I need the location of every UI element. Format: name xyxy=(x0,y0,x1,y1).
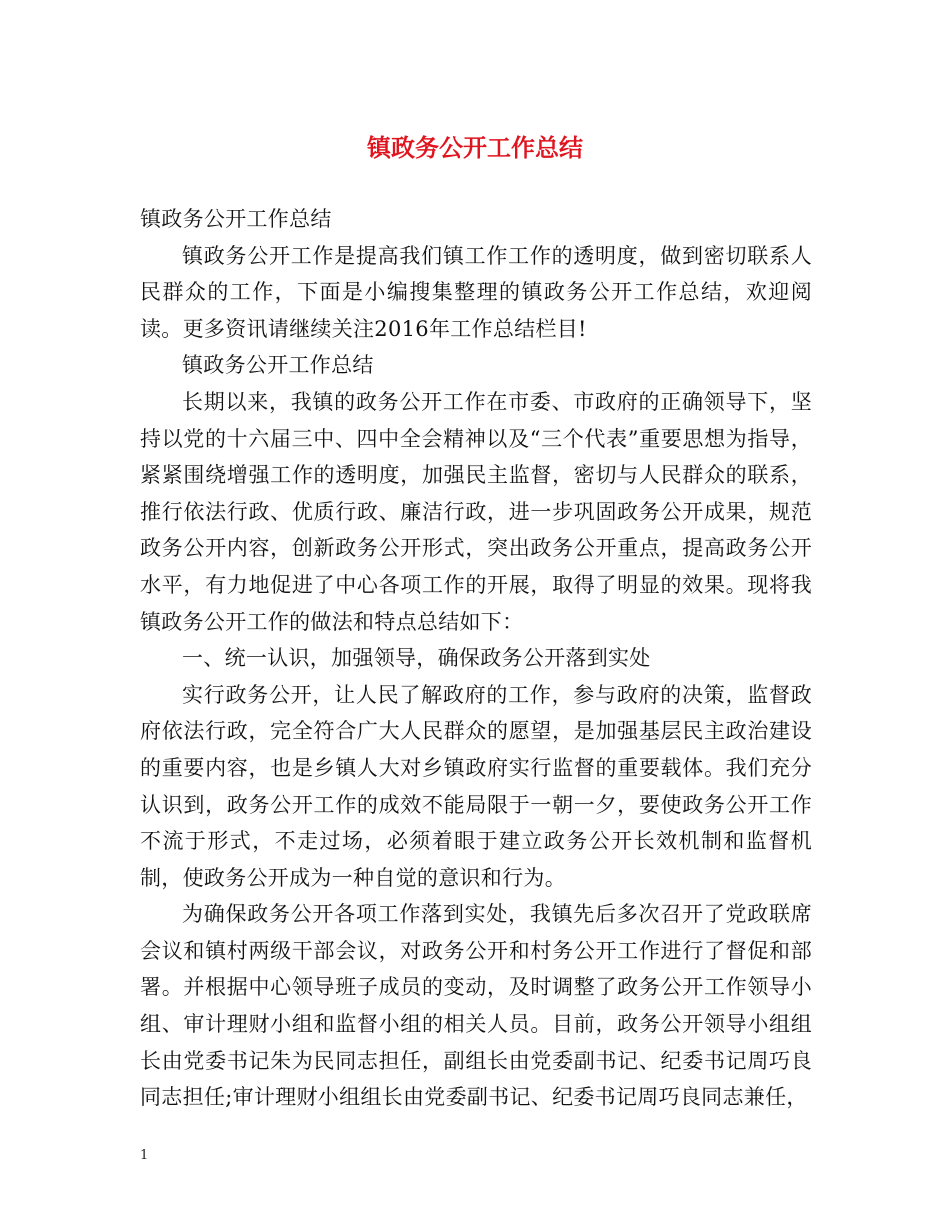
paragraph-heading: 镇政务公开工作总结 xyxy=(140,207,332,231)
paragraph-subtitle: 镇政务公开工作总结 xyxy=(182,353,374,378)
document-body xyxy=(140,201,812,1116)
paragraph-section-1-b: 为确保政务公开各项工作落到实处，我镇先后多次召开了党政联席会议和镇村两级干部会议，对政务公开和村务公开工作进行了督促和部署。并根据中心领导班子成员的变动，及时调整了政务公开工作领导小组、审计理财小组和监督小组的相关人员。目前，政务公开领导小组组长由党委书记朱为民同志担任，副组长由党委副书记、纪委书记周巧良同志担任;审计理财小组组长由党委副书记、纪委书记周巧良同志兼任， xyxy=(140,902,812,1110)
page-number: 1 xyxy=(140,1148,149,1163)
document-title: 镇政务公开工作总结 xyxy=(367,133,583,162)
paragraph-overview: 长期以来，我镇的政务公开工作在市委、市政府的正确领导下，坚持以党的十六届三中、四中全会精神以及“三个代表”重要思想为指导，紧紧围绕增强工作的透明度，加强民主监督，密切与人民群众的联系，推行依法行政、优质行政、廉洁行政，进一步巩固政务公开成果，规范政务公开内容，创新政务公开形式，突出政务公开重点，提高政务公开水平，有力地促进了中心各项工作的开展，取得了明显的效果。现将我镇政务公开工作的做法和特点总结如下： xyxy=(140,389,812,634)
section-heading-1: 一、统一认识，加强领导，确保政务公开落到实处 xyxy=(182,646,651,671)
paragraph-intro: 镇政务公开工作是提高我们镇工作工作的透明度，做到密切联系人民群众的工作，下面是小编搜集整理的镇政务公开工作总结，欢迎阅读。更多资讯请继续关注2016年工作总结栏目! xyxy=(140,243,812,341)
paragraph-section-1-a: 实行政务公开，让人民了解政府的工作，参与政府的决策，监督政府依法行政，完全符合广大人民群众的愿望，是加强基层民主政治建设的重要内容，也是乡镇人大对乡镇政府实行监督的重要载体。我们充分认识到，政务公开工作的成效不能局限于一朝一夕，要使政务公开工作不流于形式，不走过场，必须着眼于建立政务公开长效机制和监督机制，使政务公开成为一种自觉的意识和行为。 xyxy=(140,682,812,890)
